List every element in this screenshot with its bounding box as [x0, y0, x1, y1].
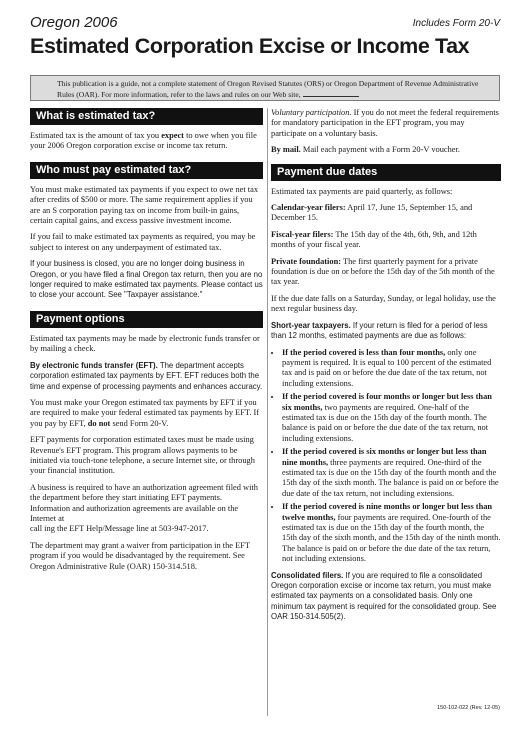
section-heading-options: Payment options: [30, 311, 263, 328]
options-paragraph-3: You must make your Oregon estimated tax payments by EFT if you are required to make your federal estimated tax payments by EFT. If you pay by EFT, do not send Form 20-V.: [30, 397, 260, 428]
list-item: • If the period covered is four months or longer but less than six months, two payments are required. One-half of the estimated tax is due on the 15th day of the fourth month. The balance is paid on or before the due date of the tax return, not including extensions.: [282, 392, 501, 444]
list-item: • If the period covered is nine months or longer but less than twelve months, four payments are required. One-fourth of the estimated tax is due on the 15th day of the fourth month, the 15th day of the sixth month, and the 15th day of the ninth month. The balance is paid on or before the due date of the tax return, not including extensions.: [282, 502, 501, 564]
weekend-paragraph: If the due date falls on a Saturday, Sunday, or legal holiday, use the next regular business day.: [271, 293, 496, 314]
right-column: [271, 108, 501, 629]
web-address-blank: [303, 89, 359, 97]
mail-paragraph: By mail. Mail each payment with a Form 20-V voucher.: [271, 145, 460, 155]
section-heading-what: What is estimated tax?: [30, 108, 263, 125]
list-item: • If the period covered is six months or longer but less than nine months, three payments are required. One-third of the estimated tax is due on the 15th day of the fourth month and the 15th day of the sixth month. The balance is paid on or before the due date of the tax return, not including extensions.: [282, 447, 501, 499]
short-year-paragraph: Short-year taxpayers. If your return is filed for a period of less than 12 months, estimated payments are due as follows:: [271, 320, 488, 341]
who-paragraph-1: You must make estimated tax payments if you expect to owe net tax after credits of $500 or more. The same requirement applies if you are an S corporation paying tax on income from built-in gains, certain capital gains, and excess passive investment income.: [30, 184, 259, 226]
voluntary-paragraph: Voluntary participation. If you do not meet the federal requirements for mandatory participation in the EFT program, you may participate on a voluntary basis.: [271, 108, 499, 138]
options-paragraph-5: A business is required to have an authorization agreement filed with the department before they start initiating EFT payments. Information and authorization agreements are available on the Internet at call ing the EFT Help/Message line at 503-947-2017.: [30, 482, 258, 534]
fiscal-year-paragraph: Fiscal-year filers: The 15th day of the 4th, 6th, 9th, and 12th months of your fiscal year.: [271, 229, 477, 250]
options-paragraph-6: The department may grant a waiver from participation in the EFT program if you would be disadvantaged by the requirement. See Oregon Administrative Rule (OAR) 150-314.518.: [30, 540, 250, 571]
form-number: 150-102-022 (Rev. 12-05): [437, 705, 500, 711]
document-title: Estimated Corporation Excise or Income Tax: [30, 34, 470, 58]
who-paragraph-2: If you fail to make estimated tax payments as required, you may be subject to interest on any underpayment of estimated tax.: [30, 232, 256, 252]
options-paragraph-1: Estimated tax payments may be made by electronic funds transfer or by mailing a check.: [30, 333, 260, 354]
section-heading-due-dates: Payment due dates: [271, 164, 501, 181]
section-heading-who: Who must pay estimated tax?: [30, 162, 263, 179]
consolidated-paragraph: Consolidated filers. If you are required to file a consolidated Oregon corporation excise or income tax return, you must make estimated tax payments on a consolidated basis. Only one minimum tax payment is required for the consolidated group. See OAR 150-314.505(2).: [271, 570, 497, 622]
left-column: [30, 108, 263, 578]
form-year: Oregon 2006: [30, 14, 118, 31]
who-paragraph-3: If your business is closed, you are no longer doing business in Oregon, or you have filed a final Oregon tax return, then you are no longer required to make estimated tax payments. Please contact us to close your account. See "Taxpayer assistance.": [30, 259, 263, 300]
due-paragraph: Estimated tax payments are paid quarterly, as follows:: [271, 186, 453, 196]
calendar-year-paragraph: Calendar-year filers: April 17, June 15, September 15, and December 15.: [271, 203, 473, 223]
private-foundation-paragraph: Private foundation: The first quarterly payment for a private foundation is due on or before the 15th day of the 5th month of the tax year.: [271, 256, 495, 287]
includes-note: Includes Form 20-V: [412, 18, 500, 29]
eft-paragraph: By electronic funds transfer (EFT). The department accepts corporation estimated tax payments by EFT. EFT reduces both the time and expense of processing payments and enhances accuracy.: [30, 360, 263, 391]
short-year-list: [271, 348, 501, 565]
disclaimer-text: This publication is a guide, not a complete statement of Oregon Revised Statutes (ORS) or Oregon Department of Revenue Administrative Rules (OAR). For more information, refer to the laws and rules on our Web site,: [57, 79, 479, 99]
disclaimer-box: [30, 75, 500, 101]
what-paragraph: Estimated tax is the amount of tax you expect to owe when you file your 2006 Oregon corporation excise or income tax return.: [30, 131, 257, 151]
list-item: • If the period covered is less than four months, only one payment is required. It is equal to 100 percent of the estimated tax and is paid on or before the due date of the tax return, not including extensions.: [282, 348, 501, 390]
options-paragraph-4: EFT payments for corporation estimated taxes must be made using Revenue's EFT program. This program allows payments to be initiated via touch-tone telephone, a secure Internet site, or through your financial institution.: [30, 435, 255, 476]
column-divider: [267, 108, 268, 716]
